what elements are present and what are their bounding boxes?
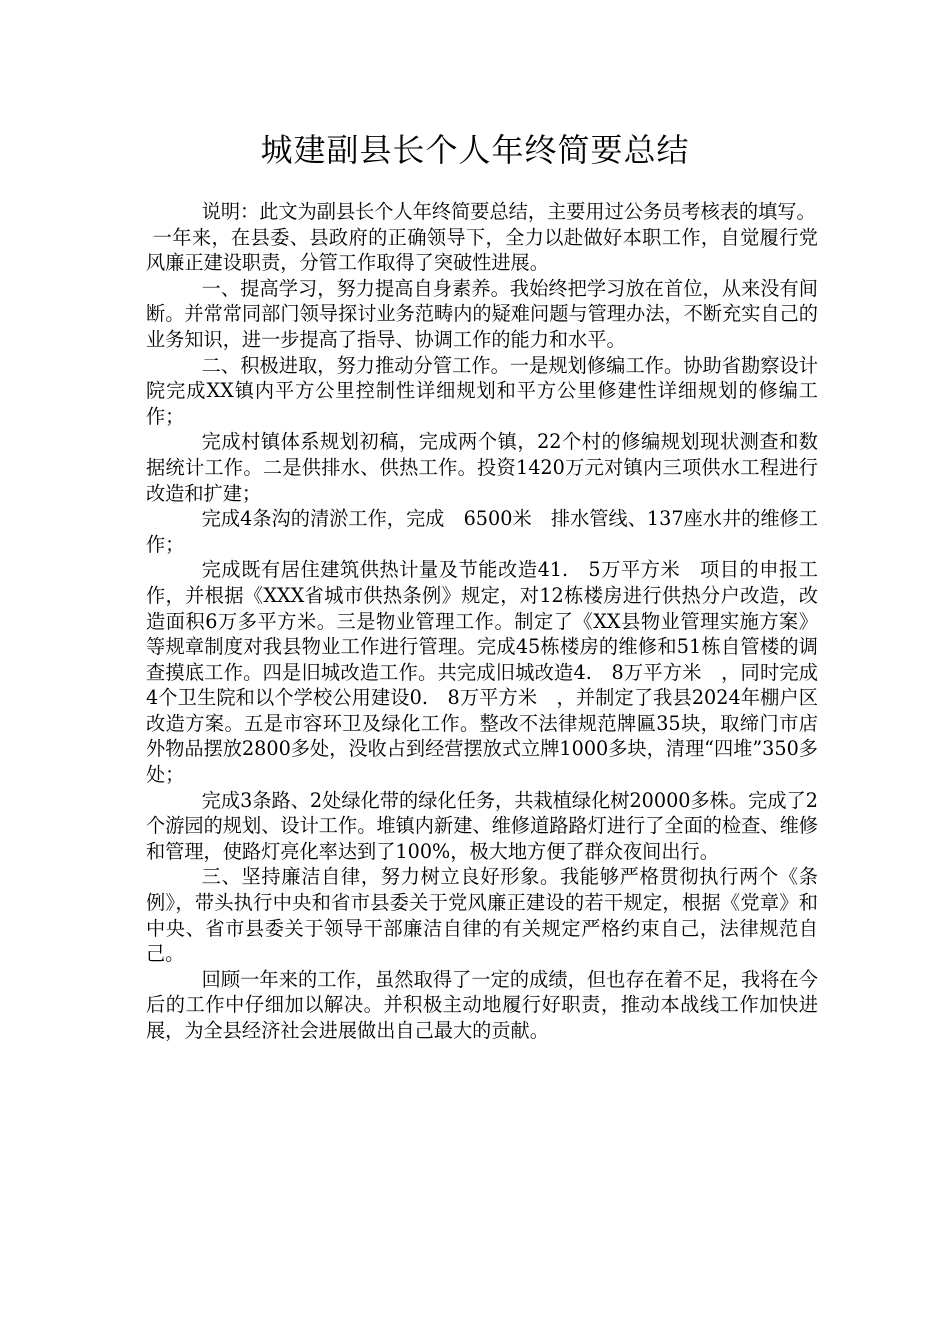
paragraph-review: 回顾一年来的工作，虽然取得了一定的成绩，但也存在着不足，我将在今后的工作中仔细加以解决。并积极主动地履行好职责，推动本战线工作加快进展，为全县经济社会进展做出自己最大的贡献。	[146, 967, 818, 1042]
paragraph-planning: 二、积极进取，努力推动分管工作。一是规划修编工作。协助省勘察设计院完成XX镇内平方公里控制性详细规划和平方公里修建性详细规划的修编工作；	[146, 353, 818, 428]
paragraph-integrity: 三、坚持廉洁自律，努力树立良好形象。我能够严格贯彻执行两个《条例》，带头执行中央和省市县委关于党风廉正建设的若干规定，根据《党章》和中央、省市县委关于领导干部廉洁自律的有关规定严格约束自己，法律规范自己。	[146, 865, 818, 966]
paragraph-study: 一、提高学习，努力提高自身素养。我始终把学习放在首位，从来没有间断。并常常同部门领导探讨业务范畴内的疑难问题与管理办法，不断充实自己的业务知识，进一步提高了指导、协调工作的能力和水平。	[146, 276, 818, 351]
document-body	[146, 199, 818, 1044]
paragraph-intro: 一年来，在县委、县政府的正确领导下，全力以赴做好本职工作，自觉履行党风廉正建设职责，分管工作取得了突破性进展。	[146, 225, 818, 275]
paragraph-drainage: 完成4条沟的清淤工作，完成 6500米 排水管线、137座水井的维修工作；	[146, 507, 818, 556]
paragraph-greening: 完成3条路、2处绿化带的绿化任务，共栽植绿化树20000多株。完成了2个游园的规划、设计工作。堆镇内新建、维修道路路灯进行了全面的检查、维修和管理，使路灯亮化率达到了100%，极大地方便了群众夜间出行。	[146, 788, 818, 863]
document-title: 城建副县长个人年终简要总结	[260, 131, 690, 169]
paragraph-heating-property: 完成既有居住建筑供热计量及节能改造41. 5万平方米 项目的申报工作，并根据《XXX省城市供热条例》规定，对12栋楼房进行供热分户改造，改造面积6万多平方米。三是物业管理工作。制定了《XX县物业管理实施方案》等规章制度对我县物业工作进行管理。完成45栋楼房的维修和51栋自管楼的调查摸底工作。四是旧城改造工作。共完成旧城改造4. 8万平方米 ，同时完成4个卫生院和以个学校公用建设0. 8万平方米 ，并制定了我县2024年棚户区改造方案。五是市容环卫及绿化工作。整改不法律规范牌匾35块，取缔门市店外物品摆放2800多处，没收占到经营摆放式立牌1000多块，清理“四堆”350多处；	[146, 558, 818, 787]
paragraph-village-planning: 完成村镇体系规划初稿，完成两个镇，22个村的修编规划现状测查和数据统计工作。二是供排水、供热工作。投资1420万元对镇内三项供水工程进行改造和扩建；	[146, 430, 818, 505]
paragraph-note: 说明：此文为副县长个人年终简要总结，主要用过公务员考核表的填写。	[201, 200, 816, 223]
